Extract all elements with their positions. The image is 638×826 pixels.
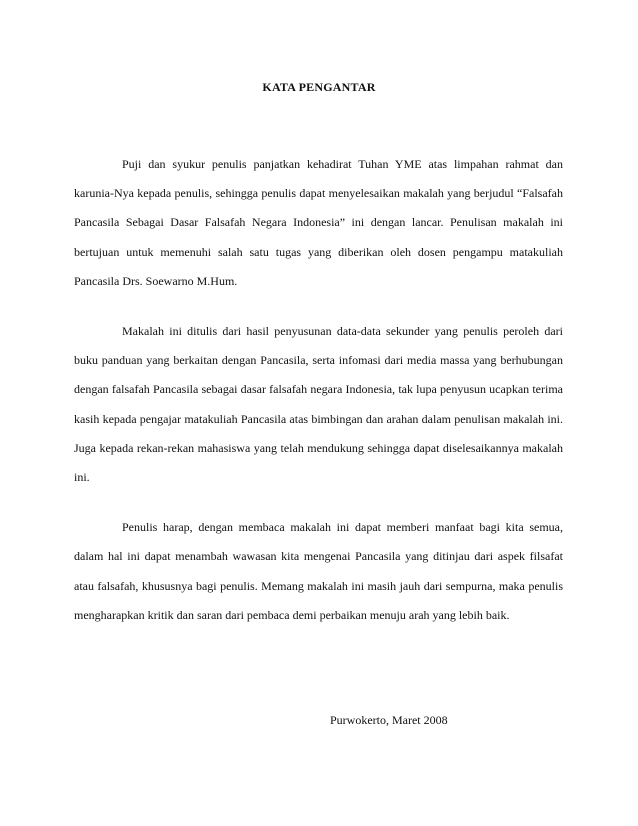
document-body [74, 150, 563, 630]
paragraph-2: Makalah ini ditulis dari hasil penyusunan data-data sekunder yang penulis peroleh dari buku panduan yang berkaitan dengan Pancasila, serta infomasi dari media massa yang berhubungan dengan falsafah Pancasila sebagai dasar falsafah negara Indonesia, tak lupa penyusun ucapkan terima kasih kepada pengajar matakuliah Pancasila atas bimbingan dan arahan dalam penulisan makalah ini. Juga kepada rekan-rekan mahasiswa yang telah mendukung sehingga dapat diselesaikannya makalah ini. [74, 324, 563, 485]
paragraph-1: Puji dan syukur penulis panjatkan kehadirat Tuhan YME atas limpahan rahmat dan karunia-Nya kepada penulis, sehingga penulis dapat menyelesaikan makalah yang berjudul “Falsafah Pancasila Sebagai Dasar Falsafah Negara Indonesia” ini dengan lancar. Penulisan makalah ini bertujuan untuk memenuhi salah satu tugas yang diberikan oleh dosen pengampu matakuliah Pancasila Drs. Soewarno M.Hum. [74, 157, 563, 288]
place-date-signature: Purwokerto, Maret 2008 [330, 713, 448, 727]
paragraph-3: Penulis harap, dengan membaca makalah ini dapat memberi manfaat bagi kita semua, dalam hal ini dapat menambah wawasan kita mengenai Pancasila yang ditinjau dari aspek filsafat atau falsafah, khususnya bagi penulis. Memang makalah ini masih jauh dari sempurna, maka penulis mengharapkan kritik dan saran dari pembaca demi perbaikan menuju arah yang lebih baik. [74, 520, 563, 622]
page-title: KATA PENGANTAR [262, 80, 376, 94]
